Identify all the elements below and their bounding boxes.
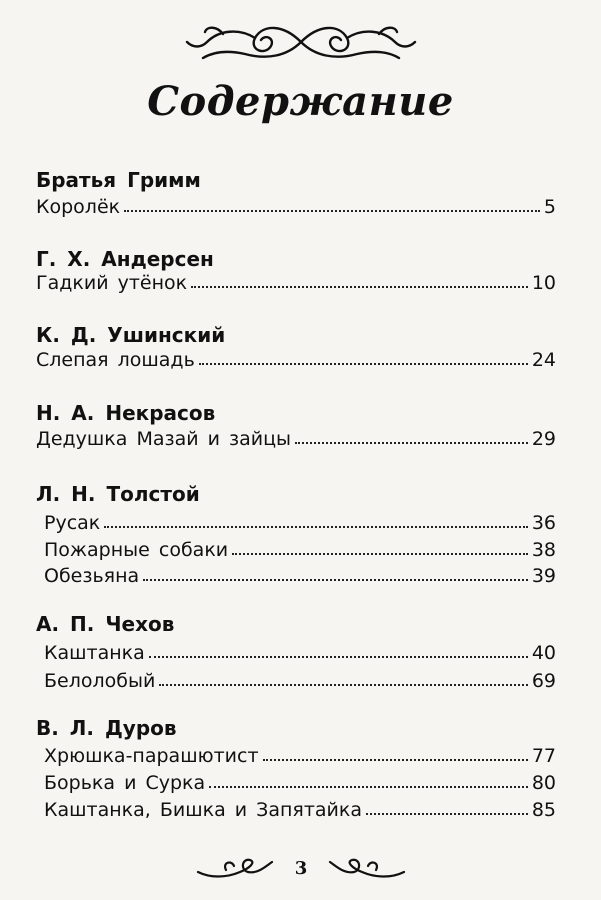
dot-leader (263, 758, 528, 761)
entry-title: Дедушка Мазай и зайцы (36, 428, 292, 450)
dot-leader (209, 785, 528, 788)
toc-entry[interactable] (44, 508, 556, 534)
entry-page: 69 (531, 670, 556, 692)
toc-entry[interactable] (44, 561, 556, 587)
entry-page: 24 (531, 349, 556, 371)
dot-leader (366, 812, 528, 815)
entry-title: Пожарные собаки (44, 539, 229, 561)
dot-leader (124, 209, 540, 212)
entry-page: 36 (531, 512, 556, 534)
entry-title: Королёк (36, 196, 121, 218)
dot-leader (199, 362, 528, 365)
author-heading: Н. А. Некрасов (36, 401, 216, 425)
toc-entry[interactable] (36, 268, 556, 294)
entry-title: Белолобый (44, 670, 156, 692)
author-heading: К. Д. Ушинский (36, 323, 226, 347)
entry-page: 38 (531, 539, 556, 561)
toc-entry[interactable] (44, 535, 556, 561)
dot-leader (143, 578, 528, 581)
dot-leader (104, 525, 528, 528)
toc-entry[interactable] (44, 795, 556, 821)
author-heading: А. П. Чехов (36, 612, 175, 636)
dot-leader (232, 552, 528, 555)
entry-page: 85 (531, 799, 556, 821)
toc-entry[interactable] (36, 192, 556, 218)
toc-entry[interactable] (36, 424, 556, 450)
ornament-left-icon (196, 856, 278, 882)
entry-title: Каштанка (44, 642, 145, 664)
ornament-right-icon (324, 856, 406, 882)
toc-entry[interactable] (44, 768, 556, 794)
entry-page: 5 (543, 196, 556, 218)
dot-leader (191, 285, 528, 288)
author-heading: Л. Н. Толстой (36, 482, 200, 506)
dot-leader (295, 441, 528, 444)
entry-title: Русак (44, 512, 101, 534)
entry-title: Каштанка, Бишка и Запятайка (44, 799, 363, 821)
toc-entry[interactable] (44, 638, 556, 664)
entry-page: 40 (531, 642, 556, 664)
entry-page: 77 (531, 745, 556, 767)
dot-leader (159, 683, 527, 686)
entry-title: Хрюшка-парашютист (44, 745, 259, 767)
page-title: Содержание (147, 78, 454, 125)
entry-page: 10 (531, 272, 556, 294)
dot-leader (149, 655, 528, 658)
toc-entry[interactable] (44, 666, 556, 692)
toc-entry[interactable] (36, 345, 556, 371)
entry-page: 80 (531, 772, 556, 794)
entry-title: Слепая лошадь (36, 349, 195, 371)
page-number: 3 (294, 858, 308, 879)
author-heading: Братья Гримм (36, 168, 201, 192)
entry-page: 39 (531, 565, 556, 587)
toc-entry[interactable] (44, 741, 556, 767)
ornament-top-icon (183, 20, 419, 64)
entry-title: Обезьяна (44, 565, 140, 587)
author-heading: Г. Х. Андерсен (36, 247, 214, 271)
entry-title: Гадкий утёнок (36, 272, 188, 294)
author-heading: В. Л. Дуров (36, 716, 177, 740)
entry-title: Борька и Сурка (44, 772, 206, 794)
entry-page: 29 (531, 428, 556, 450)
